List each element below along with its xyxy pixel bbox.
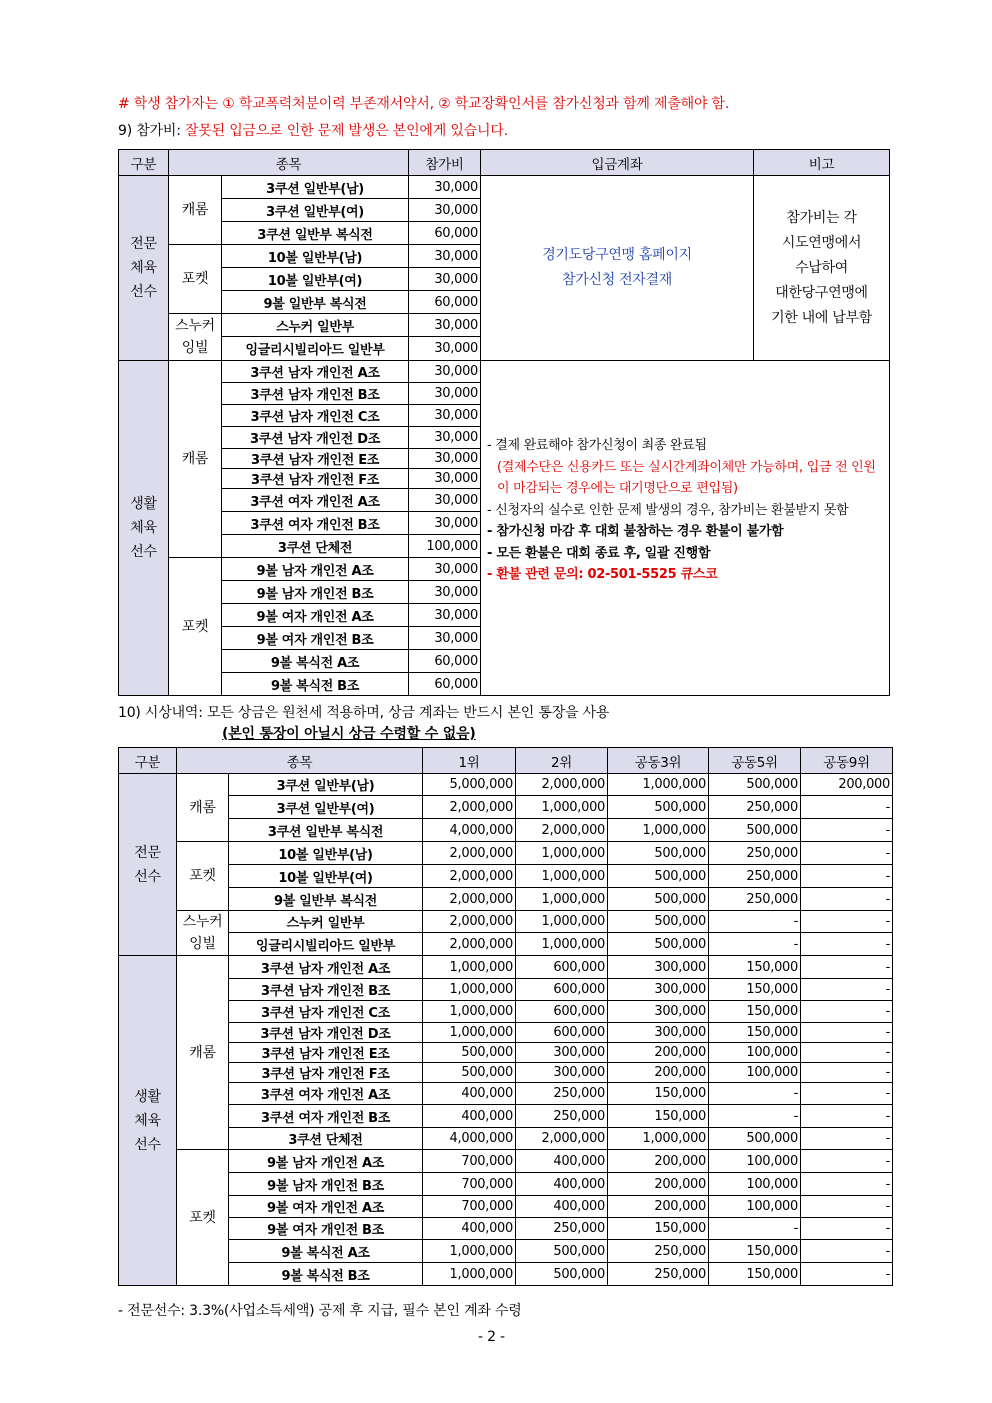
table-row bbox=[119, 1128, 893, 1150]
table-row bbox=[119, 888, 893, 911]
header-event: 종목 bbox=[177, 748, 423, 774]
fee-value: 30,000 bbox=[409, 361, 481, 383]
prize-value: - bbox=[801, 1196, 893, 1218]
prize-value: 1,000,000 bbox=[423, 1023, 516, 1043]
prize-value: - bbox=[709, 1105, 801, 1128]
prize-value: - bbox=[709, 933, 801, 956]
fee-heading-prefix: 9) 참가비: bbox=[118, 123, 181, 139]
fee-value: 60,000 bbox=[409, 673, 481, 696]
event-name: 3쿠션 여자 개인전 B조 bbox=[222, 512, 409, 535]
prize-value: 150,000 bbox=[709, 1263, 801, 1286]
prize-value: - bbox=[801, 819, 893, 842]
header-event: 종목 bbox=[169, 150, 409, 176]
prize-value: 1,000,000 bbox=[423, 956, 516, 979]
event-name: 3쿠션 남자 개인전 B조 bbox=[222, 383, 409, 405]
group-label: 캐롬 bbox=[177, 774, 229, 842]
fee-value: 30,000 bbox=[409, 405, 481, 427]
prize-value: 2,000,000 bbox=[516, 774, 608, 796]
header-5th: 공동5위 bbox=[709, 748, 801, 774]
table-row bbox=[119, 176, 890, 199]
prize-value: - bbox=[801, 1043, 893, 1063]
prize-value: 1,000,000 bbox=[516, 911, 608, 933]
prize-value: 700,000 bbox=[423, 1173, 516, 1196]
prize-value: - bbox=[801, 1083, 893, 1105]
header-remarks: 비고 bbox=[754, 150, 890, 176]
prize-value: 1,000,000 bbox=[608, 819, 709, 842]
prize-value: 2,000,000 bbox=[423, 888, 516, 911]
prize-value: 150,000 bbox=[709, 979, 801, 1001]
prize-value: - bbox=[709, 911, 801, 933]
prize-value: 400,000 bbox=[516, 1173, 608, 1196]
prize-heading-line1: 10) 시상내역: 모든 상금은 원천세 적용하며, 상금 계좌는 반드시 본인 통장을 사용 bbox=[118, 705, 610, 721]
fee-table bbox=[118, 149, 890, 696]
event-name: 9볼 남자 개인전 A조 bbox=[222, 558, 409, 581]
header-9th: 공동9위 bbox=[801, 748, 893, 774]
group-label: 캐롬 bbox=[177, 956, 229, 1150]
group-label: 포켓 bbox=[177, 842, 229, 911]
prize-value: 250,000 bbox=[608, 1263, 709, 1286]
prize-value: 400,000 bbox=[516, 1196, 608, 1218]
event-name: 10볼 일반부(여) bbox=[222, 268, 409, 291]
prize-value: 2,000,000 bbox=[516, 819, 608, 842]
fee-value: 30,000 bbox=[409, 604, 481, 627]
table-row bbox=[119, 1218, 893, 1240]
fee-value: 30,000 bbox=[409, 558, 481, 581]
prize-value: - bbox=[801, 979, 893, 1001]
remarks: 참가비는 각 시도연맹에서 수납하여 대한당구연맹에 기한 내에 납부함 bbox=[754, 176, 890, 361]
event-name: 3쿠션 여자 개인전 A조 bbox=[229, 1083, 423, 1105]
prize-value: - bbox=[709, 1218, 801, 1240]
prize-value: 2,000,000 bbox=[516, 1128, 608, 1150]
prize-value: - bbox=[801, 1173, 893, 1196]
table-row bbox=[119, 1240, 893, 1263]
table-row bbox=[119, 1263, 893, 1286]
table-row bbox=[119, 979, 893, 1001]
prize-value: 200,000 bbox=[608, 1196, 709, 1218]
prize-value: - bbox=[801, 1263, 893, 1286]
info-line: - 환불 관련 문의: 02-501-5525 큐스코 bbox=[487, 567, 718, 582]
fee-value: 30,000 bbox=[409, 199, 481, 222]
prize-value: 500,000 bbox=[608, 888, 709, 911]
category-label: 전문 선수 bbox=[119, 774, 177, 956]
prize-value: 400,000 bbox=[423, 1083, 516, 1105]
group-label: 포켓 bbox=[177, 1150, 229, 1286]
event-name: 9볼 일반부 복식전 bbox=[229, 888, 423, 911]
prize-heading-line2: (본인 통장이 아닐시 상금 수령할 수 없음) bbox=[222, 726, 476, 742]
event-name: 3쿠션 여자 개인전 B조 bbox=[229, 1105, 423, 1128]
fee-value: 60,000 bbox=[409, 650, 481, 673]
prize-value: - bbox=[801, 796, 893, 819]
event-name: 3쿠션 남자 개인전 D조 bbox=[222, 427, 409, 449]
prize-value: 250,000 bbox=[516, 1218, 608, 1240]
header-1st: 1위 bbox=[423, 748, 516, 774]
prize-value: 100,000 bbox=[709, 1063, 801, 1083]
event-name: 9볼 남자 개인전 A조 bbox=[229, 1150, 423, 1173]
prize-value: 2,000,000 bbox=[423, 865, 516, 888]
prize-value: 150,000 bbox=[608, 1218, 709, 1240]
prize-value: 150,000 bbox=[709, 1023, 801, 1043]
header-3rd: 공동3위 bbox=[608, 748, 709, 774]
prize-value: 500,000 bbox=[608, 796, 709, 819]
prize-value: - bbox=[801, 1023, 893, 1043]
event-name: 잉글리시빌리아드 일반부 bbox=[229, 933, 423, 956]
prize-value: 2,000,000 bbox=[423, 842, 516, 865]
event-name: 스누커 일반부 bbox=[222, 314, 409, 337]
prize-value: - bbox=[801, 1218, 893, 1240]
prize-value: 1,000,000 bbox=[516, 933, 608, 956]
event-name: 9볼 여자 개인전 B조 bbox=[229, 1218, 423, 1240]
event-name: 10볼 일반부(여) bbox=[229, 865, 423, 888]
event-name: 9볼 복식전 A조 bbox=[222, 650, 409, 673]
event-name: 3쿠션 남자 개인전 C조 bbox=[229, 1001, 423, 1023]
prize-value: 250,000 bbox=[516, 1105, 608, 1128]
prize-value: - bbox=[801, 865, 893, 888]
prize-value: 150,000 bbox=[608, 1083, 709, 1105]
prize-value: 400,000 bbox=[516, 1150, 608, 1173]
table-row bbox=[119, 796, 893, 819]
prize-value: 250,000 bbox=[709, 796, 801, 819]
prize-value: 150,000 bbox=[709, 1001, 801, 1023]
prize-value: 100,000 bbox=[709, 1196, 801, 1218]
event-name: 잉글리시빌리아드 일반부 bbox=[222, 337, 409, 361]
event-name: 3쿠션 일반부(여) bbox=[222, 199, 409, 222]
table-row bbox=[119, 865, 893, 888]
prize-value: 500,000 bbox=[709, 1128, 801, 1150]
prize-value: 600,000 bbox=[516, 979, 608, 1001]
prize-value: 250,000 bbox=[709, 865, 801, 888]
table-row bbox=[119, 1001, 893, 1023]
prize-value: - bbox=[801, 1240, 893, 1263]
prize-value: 1,000,000 bbox=[608, 1128, 709, 1150]
table-row bbox=[119, 911, 893, 933]
prize-value: 500,000 bbox=[423, 1063, 516, 1083]
info-line: - 참가신청 마감 후 대회 불참하는 경우 환불이 불가함 bbox=[487, 524, 784, 539]
payment-account: 경기도당구연맹 홈페이지 참가신청 전자결재 bbox=[481, 176, 754, 361]
table-row bbox=[119, 1063, 893, 1083]
fee-value: 30,000 bbox=[409, 176, 481, 199]
event-name: 3쿠션 남자 개인전 C조 bbox=[222, 405, 409, 427]
event-name: 스누커 일반부 bbox=[229, 911, 423, 933]
prize-value: 500,000 bbox=[709, 774, 801, 796]
prize-value: 400,000 bbox=[423, 1105, 516, 1128]
event-name: 3쿠션 남자 개인전 F조 bbox=[222, 469, 409, 489]
category-label: 전문 체육 선수 bbox=[119, 176, 169, 361]
category-label: 생활 체육 선수 bbox=[119, 956, 177, 1286]
prize-value: 600,000 bbox=[516, 956, 608, 979]
event-name: 3쿠션 남자 개인전 E조 bbox=[222, 449, 409, 469]
event-name: 3쿠션 남자 개인전 F조 bbox=[229, 1063, 423, 1083]
prize-value: 300,000 bbox=[516, 1043, 608, 1063]
event-name: 3쿠션 남자 개인전 B조 bbox=[229, 979, 423, 1001]
table-row bbox=[119, 1083, 893, 1105]
prize-value: 500,000 bbox=[709, 819, 801, 842]
prize-value: 500,000 bbox=[608, 933, 709, 956]
fee-value: 30,000 bbox=[409, 245, 481, 268]
prize-value: 1,000,000 bbox=[423, 1263, 516, 1286]
prize-value: 1,000,000 bbox=[516, 842, 608, 865]
fee-value: 30,000 bbox=[409, 337, 481, 361]
header-2nd: 2위 bbox=[516, 748, 608, 774]
table-row bbox=[119, 1105, 893, 1128]
prize-value: 1,000,000 bbox=[423, 979, 516, 1001]
prize-value: 300,000 bbox=[516, 1063, 608, 1083]
fee-value: 30,000 bbox=[409, 268, 481, 291]
info-line: (결제수단은 신용카드 또는 실시간계좌이체만 가능하며, 입금 전 인원이 마감되는 경우에는 대기명단으로 편입됨) bbox=[497, 459, 876, 496]
prize-value: 300,000 bbox=[608, 1023, 709, 1043]
event-name: 3쿠션 남자 개인전 E조 bbox=[229, 1043, 423, 1063]
header-category: 구분 bbox=[119, 748, 177, 774]
event-name: 3쿠션 일반부 복식전 bbox=[229, 819, 423, 842]
prize-value: 600,000 bbox=[516, 1001, 608, 1023]
fee-heading-warning: 잘못된 입금으로 인한 문제 발생은 본인에게 있습니다. bbox=[184, 123, 508, 139]
prize-value: 150,000 bbox=[709, 1240, 801, 1263]
prize-value: 300,000 bbox=[608, 956, 709, 979]
prize-value: 1,000,000 bbox=[423, 1001, 516, 1023]
prize-value: 500,000 bbox=[516, 1263, 608, 1286]
event-name: 3쿠션 일반부(남) bbox=[229, 774, 423, 796]
fee-value: 30,000 bbox=[409, 512, 481, 535]
table-row bbox=[119, 361, 890, 383]
prize-value: - bbox=[801, 842, 893, 865]
prize-value: 250,000 bbox=[516, 1083, 608, 1105]
table-row bbox=[119, 956, 893, 979]
prize-value: 4,000,000 bbox=[423, 819, 516, 842]
prize-value: 200,000 bbox=[608, 1173, 709, 1196]
prize-table bbox=[118, 747, 893, 1286]
table-row bbox=[119, 1173, 893, 1196]
prize-value: 2,000,000 bbox=[423, 933, 516, 956]
event-name: 10볼 일반부(남) bbox=[229, 842, 423, 865]
table-row bbox=[119, 933, 893, 956]
prize-value: 1,000,000 bbox=[516, 865, 608, 888]
header-account: 입금계좌 bbox=[481, 150, 754, 176]
prize-value: 2,000,000 bbox=[423, 796, 516, 819]
notice-line: # 학생 참가자는 ① 학교폭력처분이력 부존재서약서, ② 학교장확인서를 참가신청과 함께 제출해야 함. bbox=[118, 96, 730, 112]
table-row bbox=[119, 774, 893, 796]
prize-value: 1,000,000 bbox=[608, 774, 709, 796]
prize-value: 250,000 bbox=[709, 842, 801, 865]
table-row bbox=[119, 819, 893, 842]
prize-value: 500,000 bbox=[423, 1043, 516, 1063]
prize-value: - bbox=[801, 1063, 893, 1083]
prize-value: 300,000 bbox=[608, 1001, 709, 1023]
event-name: 9볼 복식전 B조 bbox=[222, 673, 409, 696]
header-category: 구분 bbox=[119, 150, 169, 176]
event-name: 9볼 여자 개인전 A조 bbox=[229, 1196, 423, 1218]
prize-value: 150,000 bbox=[709, 956, 801, 979]
prize-value: 250,000 bbox=[608, 1240, 709, 1263]
prize-value: 150,000 bbox=[608, 1105, 709, 1128]
prize-value: 500,000 bbox=[608, 842, 709, 865]
fee-value: 100,000 bbox=[409, 535, 481, 558]
prize-value: 4,000,000 bbox=[423, 1128, 516, 1150]
payment-info bbox=[481, 361, 890, 696]
fee-value: 30,000 bbox=[409, 581, 481, 604]
prize-value: 100,000 bbox=[709, 1173, 801, 1196]
table-row bbox=[119, 1150, 893, 1173]
event-name: 9볼 복식전 B조 bbox=[229, 1263, 423, 1286]
fee-value: 30,000 bbox=[409, 469, 481, 489]
event-name: 3쿠션 일반부(여) bbox=[229, 796, 423, 819]
prize-value: - bbox=[801, 1128, 893, 1150]
info-line: - 신청자의 실수로 인한 문제 발생의 경우, 참가비는 환불받지 못함 bbox=[487, 502, 849, 518]
prize-value: 600,000 bbox=[516, 1023, 608, 1043]
fee-value: 30,000 bbox=[409, 489, 481, 512]
group-label: 캐롬 bbox=[169, 176, 222, 245]
fee-value: 60,000 bbox=[409, 222, 481, 245]
fee-value: 30,000 bbox=[409, 314, 481, 337]
prize-value: 1,000,000 bbox=[423, 1240, 516, 1263]
footer-note: - 전문선수: 3.3%(사업소득세액) 공제 후 지급, 필수 본인 계좌 수령 bbox=[118, 1303, 522, 1319]
info-line: - 모든 환불은 대회 종료 후, 일괄 진행함 bbox=[487, 545, 711, 561]
group-label: 스누커 잉빌 bbox=[177, 911, 229, 956]
event-name: 3쿠션 남자 개인전 A조 bbox=[229, 956, 423, 979]
prize-value: 500,000 bbox=[608, 865, 709, 888]
prize-value: 250,000 bbox=[709, 888, 801, 911]
event-name: 3쿠션 단체전 bbox=[229, 1128, 423, 1150]
prize-value: 200,000 bbox=[608, 1063, 709, 1083]
fee-value: 30,000 bbox=[409, 449, 481, 469]
event-name: 9볼 남자 개인전 B조 bbox=[222, 581, 409, 604]
prize-value: 1,000,000 bbox=[516, 888, 608, 911]
event-name: 9볼 일반부 복식전 bbox=[222, 291, 409, 314]
event-name: 3쿠션 일반부(남) bbox=[222, 176, 409, 199]
prize-value: 100,000 bbox=[709, 1043, 801, 1063]
event-name: 3쿠션 남자 개인전 D조 bbox=[229, 1023, 423, 1043]
group-label: 스누커 잉빌 bbox=[169, 314, 222, 361]
prize-value: 700,000 bbox=[423, 1196, 516, 1218]
table-row bbox=[119, 1196, 893, 1218]
event-name: 9볼 여자 개인전 B조 bbox=[222, 627, 409, 650]
fee-heading bbox=[118, 120, 508, 140]
table-row bbox=[119, 1043, 893, 1063]
page-number: - 2 - bbox=[478, 1329, 505, 1345]
category-label: 생활 체육 선수 bbox=[119, 361, 169, 696]
prize-value: - bbox=[801, 933, 893, 956]
fee-value: 60,000 bbox=[409, 291, 481, 314]
group-label: 포켓 bbox=[169, 558, 222, 696]
prize-value: 100,000 bbox=[709, 1150, 801, 1173]
prize-value: - bbox=[801, 911, 893, 933]
event-name: 3쿠션 단체전 bbox=[222, 535, 409, 558]
prize-value: 700,000 bbox=[423, 1150, 516, 1173]
prize-value: 2,000,000 bbox=[423, 911, 516, 933]
table-row bbox=[119, 842, 893, 865]
prize-value: 200,000 bbox=[801, 774, 893, 796]
event-name: 3쿠션 여자 개인전 A조 bbox=[222, 489, 409, 512]
prize-value: 300,000 bbox=[608, 979, 709, 1001]
group-label: 캐롬 bbox=[169, 361, 222, 558]
prize-value: 400,000 bbox=[423, 1218, 516, 1240]
fee-value: 30,000 bbox=[409, 627, 481, 650]
fee-value: 30,000 bbox=[409, 383, 481, 405]
prize-value: 200,000 bbox=[608, 1150, 709, 1173]
prize-value: 200,000 bbox=[608, 1043, 709, 1063]
event-name: 9볼 여자 개인전 A조 bbox=[222, 604, 409, 627]
table-row bbox=[119, 1023, 893, 1043]
event-name: 10볼 일반부(남) bbox=[222, 245, 409, 268]
event-name: 3쿠션 일반부 복식전 bbox=[222, 222, 409, 245]
prize-value: - bbox=[801, 1001, 893, 1023]
prize-value: - bbox=[801, 1150, 893, 1173]
fee-value: 30,000 bbox=[409, 427, 481, 449]
info-line: - 결제 완료해야 참가신청이 최종 완료됨 bbox=[487, 438, 707, 453]
event-name: 9볼 복식전 A조 bbox=[229, 1240, 423, 1263]
event-name: 3쿠션 남자 개인전 A조 bbox=[222, 361, 409, 383]
prize-value: - bbox=[801, 956, 893, 979]
group-label: 포켓 bbox=[169, 245, 222, 314]
prize-value: 500,000 bbox=[516, 1240, 608, 1263]
prize-value: 1,000,000 bbox=[516, 796, 608, 819]
prize-value: - bbox=[709, 1083, 801, 1105]
prize-value: - bbox=[801, 1105, 893, 1128]
prize-value: - bbox=[801, 888, 893, 911]
event-name: 9볼 남자 개인전 B조 bbox=[229, 1173, 423, 1196]
prize-value: 500,000 bbox=[608, 911, 709, 933]
prize-value: 5,000,000 bbox=[423, 774, 516, 796]
header-fee: 참가비 bbox=[409, 150, 481, 176]
